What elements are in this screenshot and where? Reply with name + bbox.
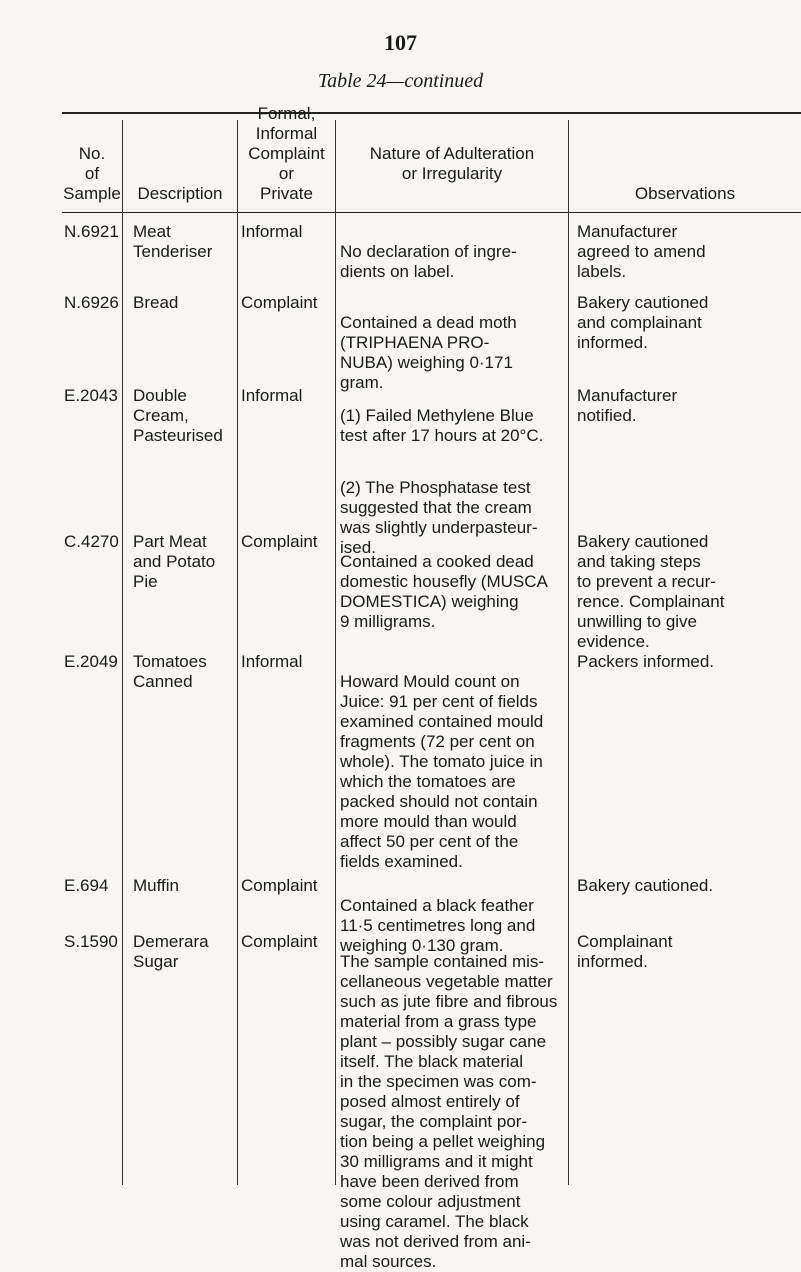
cell-observations: Bakery cautioned and complainant informed.: [577, 293, 709, 352]
header-no: [62, 116, 122, 204]
nature-paragraph: Howard Mould count on Juice: 91 per cent of fields examined contained mould fragments (72 per cent on whole). The tomato juice in which the tomatoes are packed should not contain more mould than would affect 50 per cent of the fields examined.: [340, 672, 544, 871]
cell-observations: Packers informed.: [577, 652, 714, 671]
cell-observations: Bakery cautioned.: [577, 876, 714, 895]
header-observations-text: Observations: [634, 184, 736, 203]
nature-paragraph: Contained a cooked dead domestic housefly (MUSCA DOMESTICA) weighing 9 milligrams.: [340, 552, 548, 631]
cell-observations: Complainant informed.: [577, 932, 673, 971]
cell-sample-no: E.694: [64, 876, 109, 895]
cell-nature: [340, 293, 568, 393]
header-nature-text: Nature of Adulteration or Irregularity: [369, 144, 535, 183]
header-description: [123, 116, 237, 204]
cell-sample-no: N.6926: [64, 293, 119, 312]
header-description-text: Description: [137, 184, 223, 203]
cell-nature: [340, 532, 568, 632]
column-divider: [122, 120, 123, 1185]
nature-paragraph: Contained a dead moth (TRIPHAENA PRO- NUBA) weighing 0·171 gram.: [340, 313, 517, 392]
cell-description: Meat Tenderiser: [133, 222, 213, 261]
cell-formal: Complaint: [241, 532, 318, 551]
paragraph-gap: [340, 446, 568, 458]
nature-paragraph: No declaration of ingre- dients on label.: [340, 242, 517, 281]
header-formal: [238, 104, 335, 204]
table-top-rule: [62, 112, 801, 114]
cell-description: Bread: [133, 293, 179, 312]
header-nature: [336, 116, 568, 204]
header-observations: [569, 116, 801, 204]
table-caption: Table 24—continued: [317, 70, 484, 92]
cell-sample-no: E.2049: [64, 652, 118, 671]
cell-observations: Manufacturer agreed to amend labels.: [577, 222, 706, 281]
page-number: 107: [384, 30, 417, 55]
cell-sample-no: E.2043: [64, 386, 118, 405]
cell-description: Tomatoes Canned: [133, 652, 207, 691]
nature-paragraph: Contained a black feather 11·5 centimetres long and weighing 0·130 gram.: [340, 896, 536, 955]
nature-paragraph: (2) The Phosphatase test suggested that the cream was slightly underpasteur- ised.: [340, 478, 538, 557]
cell-description: Part Meat and Potato Pie: [133, 532, 216, 591]
header-no-text: No. of Sample: [63, 144, 121, 203]
header-formal-text: Formal, Informal Complaint or Private: [248, 104, 325, 203]
column-divider: [568, 120, 569, 1185]
cell-nature: [340, 932, 568, 1272]
cell-description: Double Cream, Pasteurised: [133, 386, 223, 445]
cell-description: Muffin: [133, 876, 179, 895]
cell-formal: Complaint: [241, 293, 318, 312]
cell-observations: Bakery cautioned and taking steps to prevent a recur- rence. Complainant unwilling to give evidence.: [577, 532, 725, 651]
cell-formal: Complaint: [241, 876, 318, 895]
cell-sample-no: S.1590: [64, 932, 118, 951]
cell-observations: Manufacturer notified.: [577, 386, 678, 425]
cell-formal: Complaint: [241, 932, 318, 951]
cell-sample-no: C.4270: [64, 532, 119, 551]
nature-paragraph: The sample contained mis- cellaneous vegetable matter such as jute fibre and fibrous material from a grass type plant – possibly sugar cane itself. The black material in the specimen was com- posed almost entirely of sugar, the complaint por- tion being a pellet weighing 30 milligrams and it might have been derived from some colour adjustment using caramel. The black was not derived from ani- mal sources.: [340, 952, 558, 1271]
cell-sample-no: N.6921: [64, 222, 119, 241]
cell-nature: [340, 652, 568, 872]
cell-formal: Informal: [241, 222, 303, 241]
table-header-rule: [62, 212, 801, 213]
cell-description: Demerara Sugar: [133, 932, 209, 971]
nature-paragraph: (1) Failed Methylene Blue test after 17 hours at 20°C.: [340, 406, 544, 445]
cell-formal: Informal: [241, 652, 303, 671]
column-divider: [335, 120, 336, 1185]
column-divider: [237, 120, 238, 1185]
cell-formal: Informal: [241, 386, 303, 405]
cell-nature: [340, 222, 568, 282]
